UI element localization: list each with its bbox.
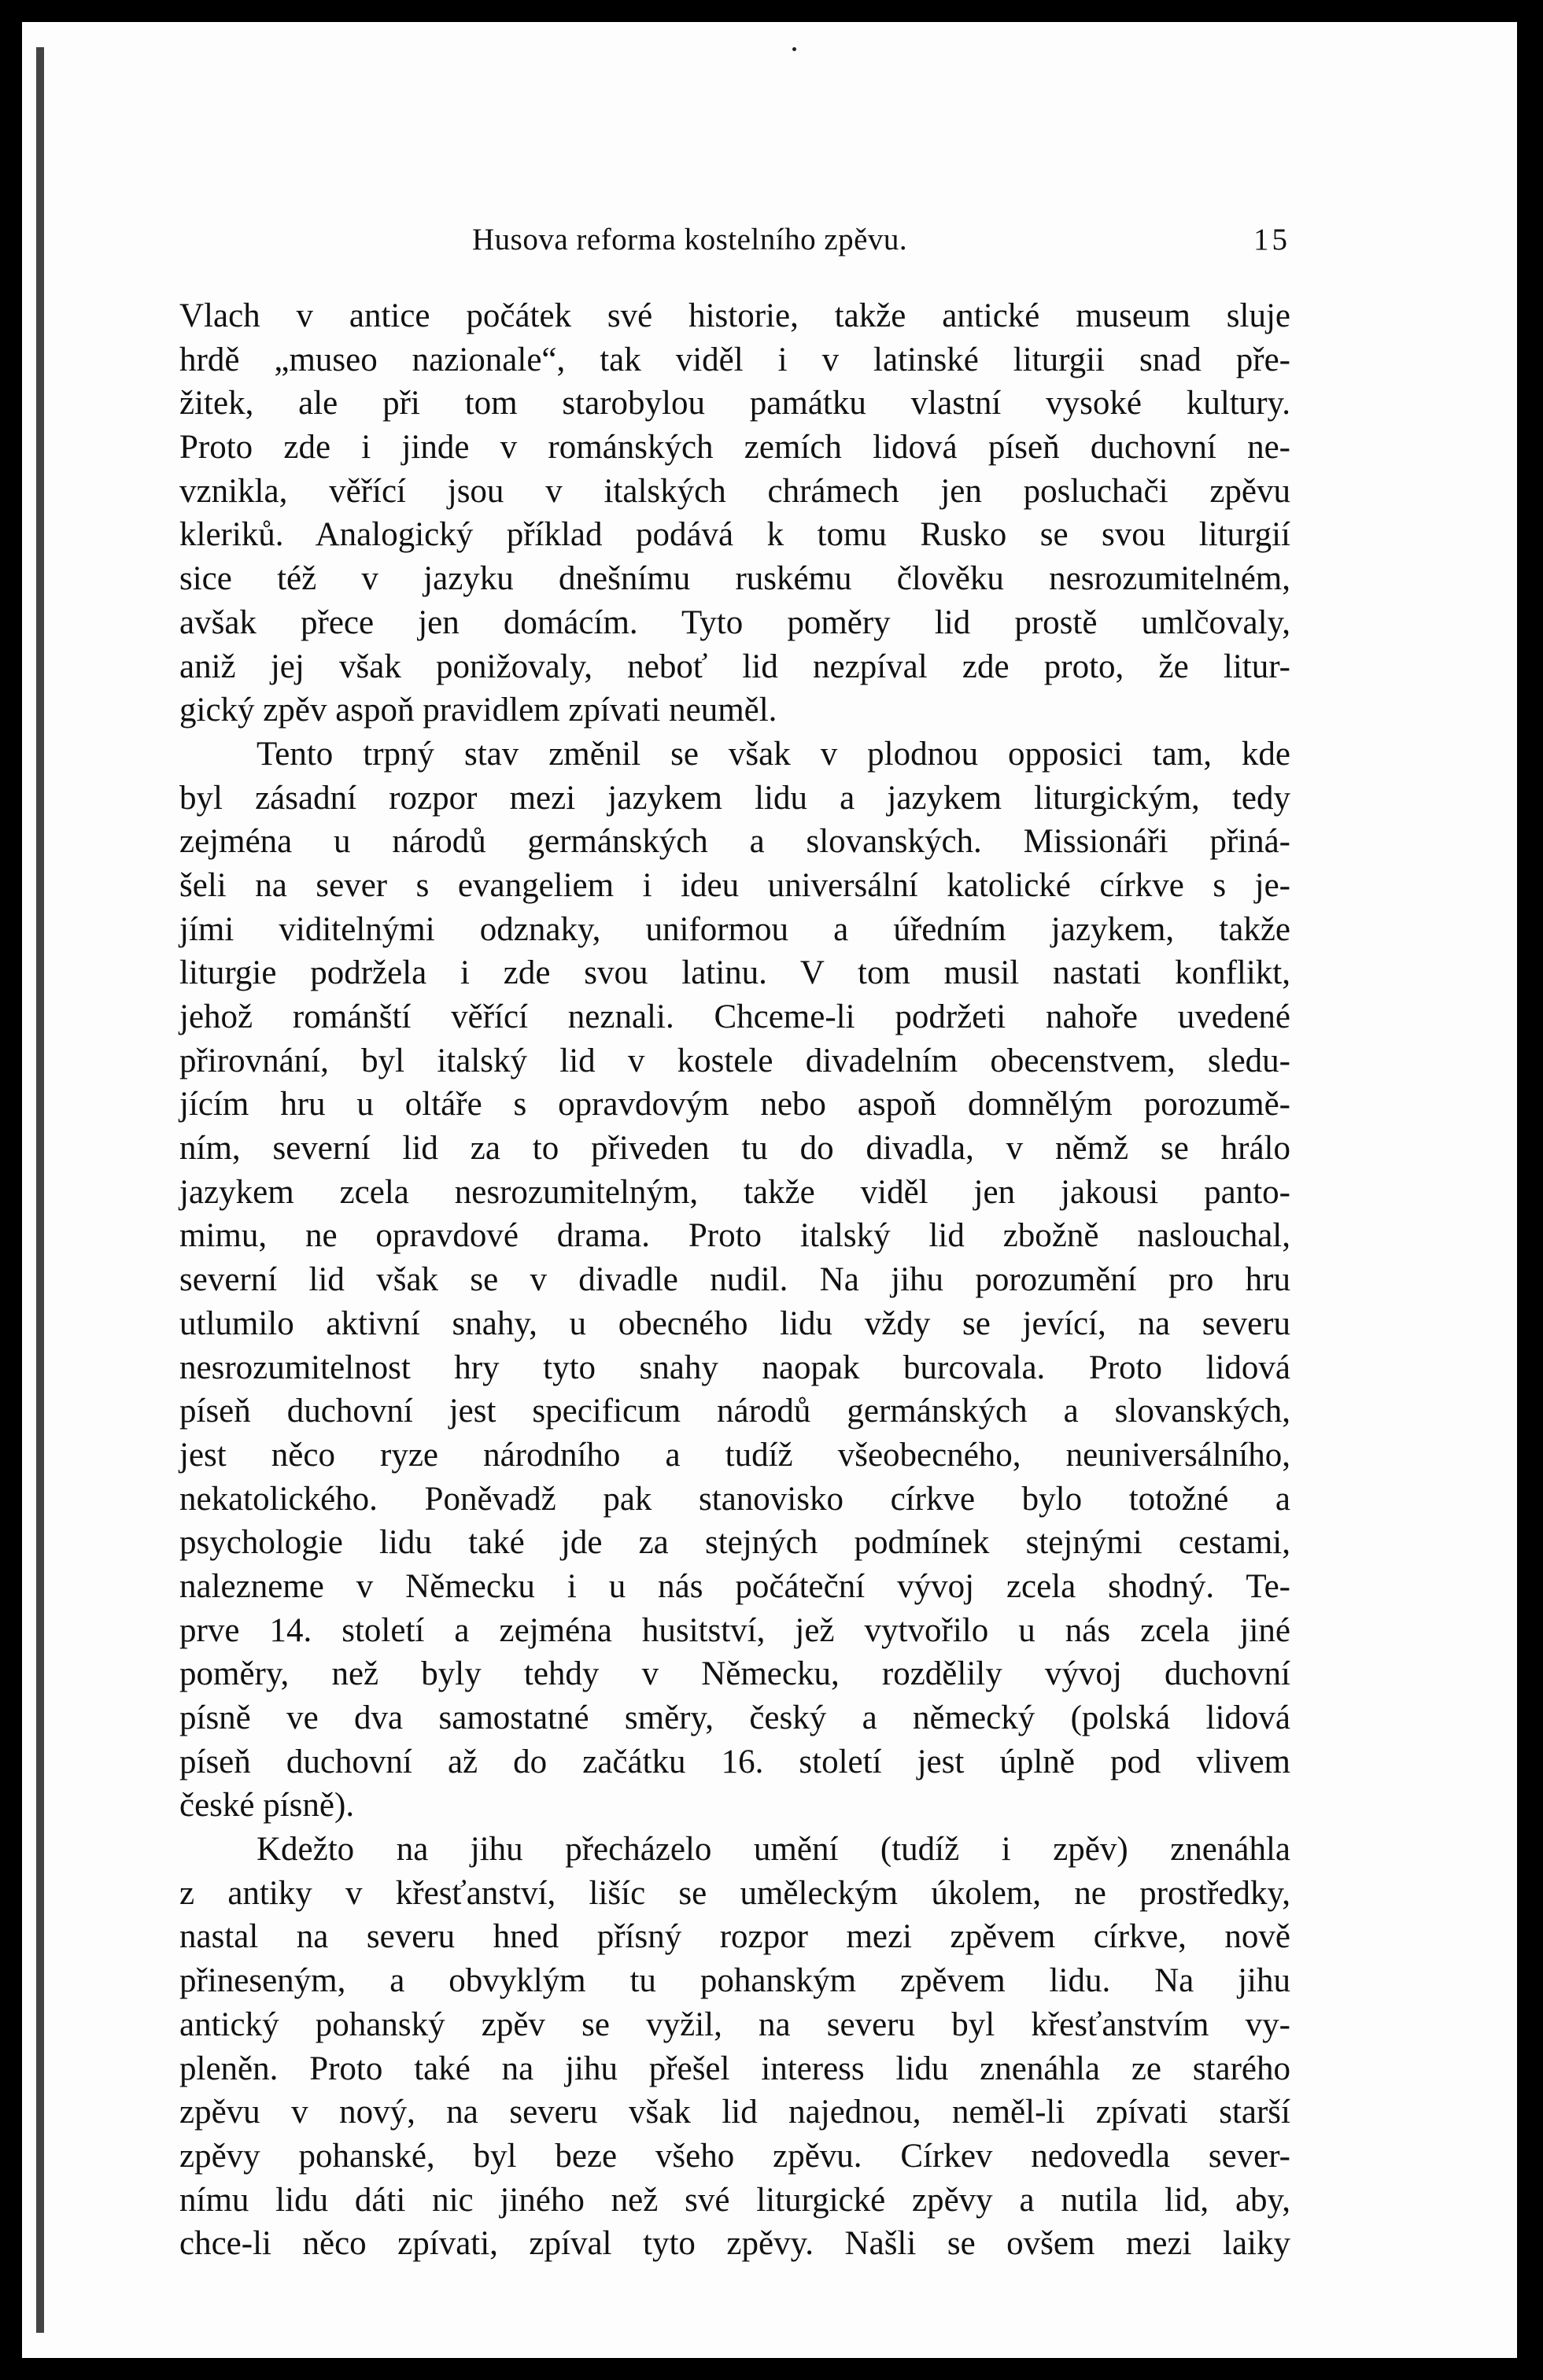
text-line: zpěvy pohanské, byl beze všeho zpěvu. Církev nedovedla sever- — [179, 2137, 1290, 2175]
text-line: píseň duchovní jest specificum národů germánských a slovanských, — [179, 1393, 1290, 1430]
text-line: antický pohanský zpěv se vyžil, na severu byl křesťanstvím vy- — [179, 2005, 1290, 2043]
text-line: prve 14. století a zejména husitství, jež vytvořilo u nás zcela jiné — [179, 1611, 1290, 1649]
text-line: gický zpěv aspoň pravidlem zpívati neuměl. — [179, 692, 777, 729]
text-line: Vlach v antice počátek své historie, takže antické museum sluje — [179, 297, 1290, 334]
text-line: nastal na severu hned přísný rozpor mezi zpěvem církve, nově — [179, 1918, 1290, 1956]
text-line: vznikla, věřící jsou v italských chrámech jen posluchači zpěvu — [179, 472, 1290, 510]
text-line: píseň duchovní až do začátku 16. století jest úplně pod vlivem — [179, 1743, 1290, 1780]
body-text — [179, 294, 1290, 2266]
text-line: šeli na sever s evangeliem i ideu universální katolické církve s je- — [179, 866, 1290, 904]
text-line: jest něco ryze národního a tudíž všeobecného, neuniversálního, — [179, 1436, 1290, 1474]
text-line: Proto zde i jinde v románských zemích lidová píseň duchovní ne- — [179, 429, 1290, 467]
text-line: utlumilo aktivní snahy, u obecného lidu vždy se jevící, na severu — [179, 1304, 1290, 1342]
text-line: zpěvu v nový, na severu však lid najednou, neměl-li zpívati starší — [179, 2094, 1290, 2131]
text-line: nalezneme v Německu i u nás počáteční vývoj zcela shodný. Te- — [179, 1567, 1290, 1605]
text-line: jazykem zcela nesrozumitelným, takže viděl jen jakousi panto- — [179, 1173, 1290, 1211]
text-line: české písně). — [179, 1787, 355, 1825]
text-line: jími viditelnými odznaky, uniformou a úředním jazykem, takže — [179, 910, 1290, 948]
text-line: severní lid však se v divadle nudil. Na jihu porozumění pro hru — [179, 1261, 1290, 1299]
page-number: 15 — [1253, 223, 1290, 256]
text-line: z antiky v křesťanství, lišíc se uměleckým úkolem, ne prostředky, — [179, 1874, 1290, 1912]
text-line: jehož románští věřící neznali. Chceme-li podržeti nahoře uvedené — [179, 998, 1290, 1035]
text-line: nímu lidu dáti nic jiného než své liturgické zpěvy a nutila lid, aby, — [179, 2181, 1290, 2219]
text-line: Tento trpný stav změnil se však v plodnou opposici tam, kde — [257, 735, 1290, 773]
text-line: chce-li něco zpívati, zpíval tyto zpěvy. Našli se ovšem mezi laiky — [179, 2225, 1290, 2263]
text-line: sice též v jazyku dnešnímu ruskému člověku nesrozumitelném, — [179, 560, 1290, 598]
text-line: pleněn. Proto také na jihu přešel interess lidu znenáhla ze starého — [179, 2050, 1290, 2087]
text-line: písně ve dva samostatné směry, český a německý (polská lidová — [179, 1699, 1290, 1736]
text-line: avšak přece jen domácím. Tyto poměry lid prostě umlčovaly, — [179, 603, 1290, 641]
running-head — [179, 222, 1290, 260]
text-line: nesrozumitelnost hry tyto snahy naopak burcovala. Proto lidová — [179, 1349, 1290, 1386]
scan-speck — [792, 47, 796, 51]
text-line: zejména u národů germánských a slovanských. Missionáři přiná- — [179, 823, 1290, 861]
text-line: aniž jej však ponižovaly, neboť lid nezpíval zde proto, že litur- — [179, 648, 1290, 685]
scan-edge-shadow — [36, 47, 44, 2333]
text-line: poměry, než byly tehdy v Německu, rozdělily vývoj duchovní — [179, 1655, 1290, 1693]
text-line: přineseným, a obvyklým tu pohanským zpěvem lidu. Na jihu — [179, 1962, 1290, 2000]
text-line: ním, severní lid za to přiveden tu do divadla, v němž se hrálo — [179, 1130, 1290, 1168]
text-line: kleriků. Analogický příklad podává k tomu Rusko se svou liturgií — [179, 516, 1290, 554]
text-line: psychologie lidu také jde za stejných podmínek stejnými cestami, — [179, 1524, 1290, 1562]
text-line: liturgie podržela i zde svou latinu. V tom musil nastati konflikt, — [179, 954, 1290, 992]
text-line: byl zásadní rozpor mezi jazykem lidu a jazykem liturgickým, tedy — [179, 779, 1290, 817]
text-line: žitek, ale při tom starobylou památku vlastní vysoké kultury. — [179, 385, 1290, 422]
text-line: Kdežto na jihu přecházelo umění (tudíž i zpěv) znenáhla — [257, 1831, 1290, 1869]
text-line: přirovnání, byl italský lid v kostele divadelním obecenstvem, sledu- — [179, 1042, 1290, 1079]
text-line: jícím hru u oltáře s opravdovým nebo aspoň domnělým porozumě- — [179, 1086, 1290, 1124]
text-line: mimu, ne opravdové drama. Proto italský lid zbožně naslouchal, — [179, 1217, 1290, 1255]
running-title: Husova reforma kostelního zpěvu. — [472, 223, 908, 256]
text-line: nekatolického. Poněvadž pak stanovisko církve bylo totožné a — [179, 1480, 1290, 1518]
text-line: hrdě „museo nazionale“, tak viděl i v latinské liturgii snad pře- — [179, 341, 1290, 378]
